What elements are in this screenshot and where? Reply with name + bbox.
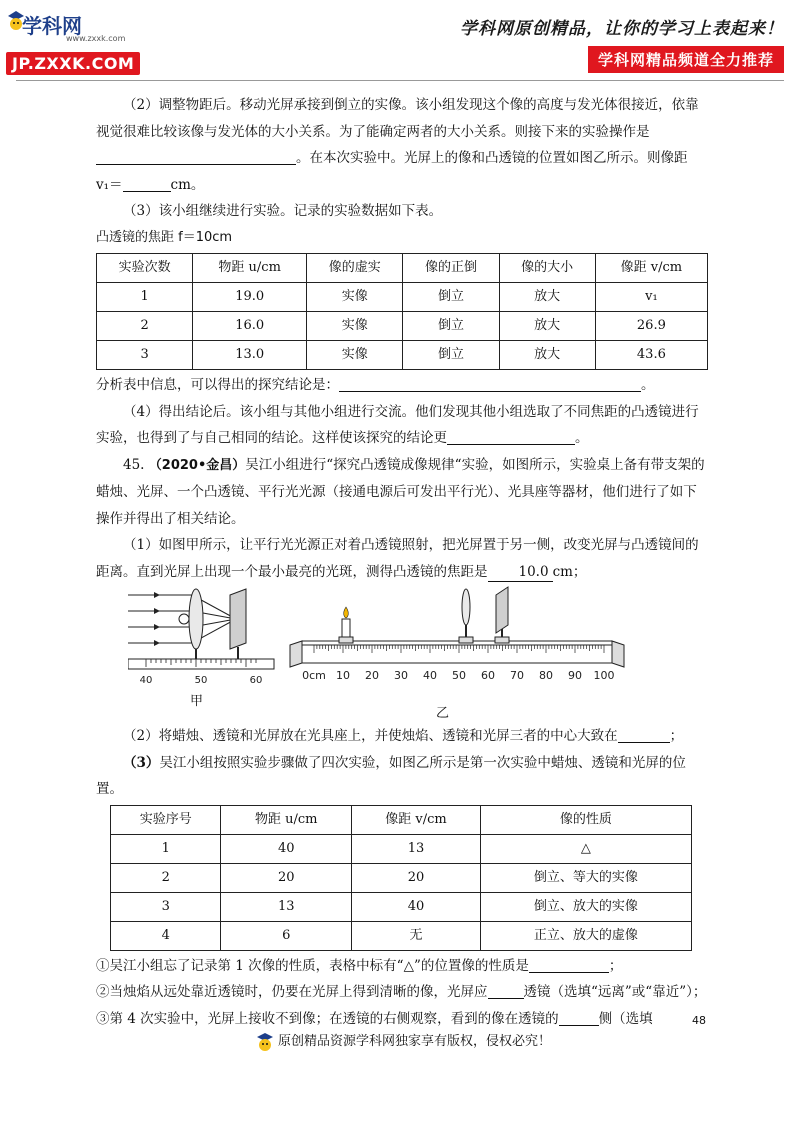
q44-table-header-cell: 实验次数: [97, 254, 193, 283]
ruler-tick-label: 50: [194, 675, 208, 685]
q45-subq3: [96, 1006, 708, 1033]
q45-subq3-text: ③第 4 次实验中，光屏上接收不到像；在透镜的右侧观察，看到的像在透镜的: [96, 1010, 559, 1027]
screen-on-bench: [495, 587, 509, 643]
q45-subq2-end: 透镜（选填“远离”或“靠近”）；: [523, 984, 707, 1000]
q45-source: （2020•金昌）: [148, 457, 246, 473]
figure-jia-caption: 甲: [190, 694, 204, 709]
question-content: [96, 92, 708, 1032]
page-header: [0, 0, 800, 82]
page-number: 48: [692, 1014, 706, 1027]
table-cell: v₁: [595, 283, 707, 312]
q45-part1-unit: cm；: [552, 563, 587, 580]
table-cell: 20: [221, 863, 352, 892]
table-cell: 3: [97, 341, 193, 370]
table-cell: 3: [111, 892, 221, 921]
q44-table-header-cell: 像的虚实: [307, 254, 403, 283]
figure-yi-caption: 乙: [436, 706, 450, 721]
q45-data-table: [110, 805, 692, 951]
q45-part1-answer: 10.0: [488, 563, 553, 582]
candle: [339, 607, 353, 643]
ruler-tick-label: 40: [423, 669, 437, 682]
table-cell: 倒立: [403, 341, 499, 370]
q44-analysis-end: 。: [641, 377, 655, 393]
q44-focal-length: 凸透镜的焦距 f＝10cm: [96, 229, 233, 245]
q45-part1: [96, 532, 708, 585]
table-cell: 2: [97, 312, 193, 341]
q45-part3: [96, 750, 708, 803]
table-row: [111, 863, 692, 892]
table-cell: △: [480, 834, 691, 863]
table-cell: 倒立、放大的实像: [480, 892, 691, 921]
table-cell: 26.9: [595, 312, 707, 341]
q44-part2-blank-1[interactable]: [96, 149, 296, 165]
ruler-tick-label: 0cm: [302, 669, 326, 682]
q45-part3-text: 吴江小组按照实验步骤做了四次实验，如图乙所示是第一次实验中蜡烛、透镜和光屏的位置。: [96, 754, 686, 797]
table-cell: 放大: [499, 283, 595, 312]
light-rays: [128, 595, 236, 643]
q45-subq2-text: ②当烛焰从远处靠近透镜时，仍要在光屏上得到清晰的像，光屏应: [96, 984, 488, 1000]
q45-table-header-cell: 像距 v/cm: [352, 805, 481, 834]
q44-table-header-cell: 像的大小: [499, 254, 595, 283]
q44-part3: （3）该小组继续进行实验。记录的实验数据如下表。: [123, 203, 443, 219]
table-row: [97, 312, 708, 341]
ruler-tick-label: 30: [394, 669, 408, 682]
q45-figures: [96, 585, 708, 723]
q45-subq3-end: 侧（选填: [598, 1010, 653, 1027]
ruler-tick-label: 20: [365, 669, 379, 682]
header-divider: [16, 80, 784, 81]
table-row: [111, 834, 692, 863]
ruler-tick-label: 40: [139, 675, 153, 685]
q45-table-header-cell: 实验序号: [111, 805, 221, 834]
table-cell: 倒立、等大的实像: [480, 863, 691, 892]
table-cell: 19.0: [193, 283, 307, 312]
table-cell: 无: [352, 921, 481, 950]
table-cell: 6: [221, 921, 352, 950]
q44-part2-v1-label: v₁＝: [96, 176, 123, 193]
table-cell: 放大: [499, 341, 595, 370]
q44-table-header-row: [97, 254, 708, 283]
zxxk-logo: [6, 10, 162, 74]
table-cell: 正立、放大的虚像: [480, 921, 691, 950]
q44-part4-text: （4）得出结论后。该小组与其他小组进行交流。他们发现其他小组选取了不同焦距的凸透镜进行实验，也得到了与自己相同的结论。这样使该探究的结论更: [96, 403, 699, 446]
table-cell: 倒立: [403, 312, 499, 341]
ruler-tick-label: 60: [249, 675, 263, 685]
bench-left-foot: [290, 641, 302, 667]
light-source: [179, 614, 189, 624]
table-cell: 43.6: [595, 341, 707, 370]
q45-subq2: [96, 979, 708, 1006]
q45-part2: [96, 723, 708, 750]
q45-subq1-blank[interactable]: [529, 957, 609, 973]
q44-part2-text-a: （2）调整物距后。移动光屏承接到倒立的实像。该小组发现这个像的高度与发光体很接近，依靠视觉很难比较该像与发光体的大小关系。为了能确定两者的大小关系。则接下来的实验操作是: [96, 97, 699, 140]
table-cell: 13: [352, 834, 481, 863]
q45-subq2-blank[interactable]: [488, 983, 524, 999]
ruler-tick-label: 100: [593, 669, 615, 682]
q44-part2-unit: cm。: [170, 176, 205, 193]
q44-analysis-blank[interactable]: [339, 376, 641, 392]
table-cell: 实像: [307, 283, 403, 312]
q44-part4: [96, 399, 708, 452]
logo-subtext: www.zxxk.com: [66, 34, 126, 43]
logo-text: 学科网: [22, 14, 82, 38]
optical-bench: [302, 641, 612, 663]
ruler-tick-label: 60: [481, 669, 495, 682]
q45-part1-text: （1）如图甲所示，让平行光光源正对着凸透镜照射，把光屏置于另一侧，改变光屏与凸透镜间的距离。直到光屏上出现一个最小最亮的光斑，测得凸透镜的焦距是: [96, 537, 699, 580]
table-row: [111, 921, 692, 950]
q44-analysis: [96, 372, 708, 399]
ruler-tick-label: 80: [539, 669, 553, 682]
table-cell: 40: [221, 834, 352, 863]
footer-copyright: 原创精品资源学科网独家享有版权，侵权必究！: [278, 1034, 552, 1049]
table-cell: 1: [97, 283, 193, 312]
table-cell: 实像: [307, 341, 403, 370]
q45-intro-text: 吴江小组进行“探究凸透镜成像规律“实验，如图所示，实验桌上备有带支架的蜡烛、光屏、一个凸透镜、平行光光源（接通电源后可发出平行光）、光具座等器材，他们进行了如下操作并得出了相关结论。: [96, 456, 705, 527]
q44-part2-text-b: 。在本次实验中。光屏上的像和凸透镜的位置如图乙所示。则像距: [296, 150, 688, 166]
logo-url: JP.ZXXK.COM: [6, 52, 140, 75]
figure-jia: [128, 585, 278, 685]
table-cell: 40: [352, 892, 481, 921]
q44-part2: [96, 92, 708, 198]
mascot-icon: [256, 1032, 274, 1052]
table-cell: 1: [111, 834, 221, 863]
header-slogan: 学科网原创精品，让你的学习上表起来！: [460, 19, 784, 39]
q45-part2-blank[interactable]: [618, 727, 670, 743]
table-cell: 16.0: [193, 312, 307, 341]
q45-table-header-cell: 像的性质: [480, 805, 691, 834]
lens-on-bench: [459, 589, 473, 643]
table-cell: 倒立: [403, 283, 499, 312]
q44-analysis-text: 分析表中信息，可以得出的探究结论是：: [96, 377, 339, 393]
table-row: [97, 283, 708, 312]
table-cell: 2: [111, 863, 221, 892]
q45-number: 45.: [123, 456, 145, 473]
bench-right-foot: [612, 641, 624, 667]
q45-part2-end: ；: [669, 728, 684, 744]
convex-lens: [189, 589, 203, 649]
q45-subq3-blank[interactable]: [559, 1010, 599, 1026]
q44-part4-end: 。: [575, 430, 589, 446]
table-cell: 放大: [499, 312, 595, 341]
q45-part3-label: （3）: [123, 754, 160, 771]
ruler-tick-label: 70: [510, 669, 524, 682]
table-cell: 13: [221, 892, 352, 921]
q44-table-header-cell: 像距 v/cm: [595, 254, 707, 283]
q44-part2-blank-2[interactable]: [123, 176, 171, 192]
figure-yi: [282, 585, 642, 695]
q44-table-header-cell: 物距 u/cm: [193, 254, 307, 283]
q45-subq1-text: ①吴江小组忘了记录第 1 次像的性质，表格中标有“△”的位置像的性质是: [96, 957, 529, 974]
q44-part4-blank[interactable]: [447, 429, 575, 445]
ruler-tick-label: 90: [568, 669, 582, 682]
table-cell: 20: [352, 863, 481, 892]
q45-subq1-end: ；: [608, 957, 623, 974]
table-row: [111, 892, 692, 921]
ruler-tick-label: 50: [452, 669, 466, 682]
q45-table-header-cell: 物距 u/cm: [221, 805, 352, 834]
header-banner: 学科网精品频道全力推荐: [588, 46, 784, 73]
light-screen: [230, 589, 246, 649]
q44-data-table: [96, 253, 708, 370]
arrowheads: [154, 592, 160, 646]
table-cell: 实像: [307, 312, 403, 341]
q45-table-header-row: [111, 805, 692, 834]
q45-intro: [96, 452, 708, 533]
q44-table-header-cell: 像的正倒: [403, 254, 499, 283]
ruler-tick-label: 10: [336, 669, 350, 682]
table-cell: 4: [111, 921, 221, 950]
q45-part2-text: （2）将蜡烛、透镜和光屏放在光具座上，并使烛焰、透镜和光屏三者的中心大致在: [123, 728, 618, 744]
q45-subq1: [96, 953, 708, 980]
table-row: [97, 341, 708, 370]
table-cell: 13.0: [193, 341, 307, 370]
